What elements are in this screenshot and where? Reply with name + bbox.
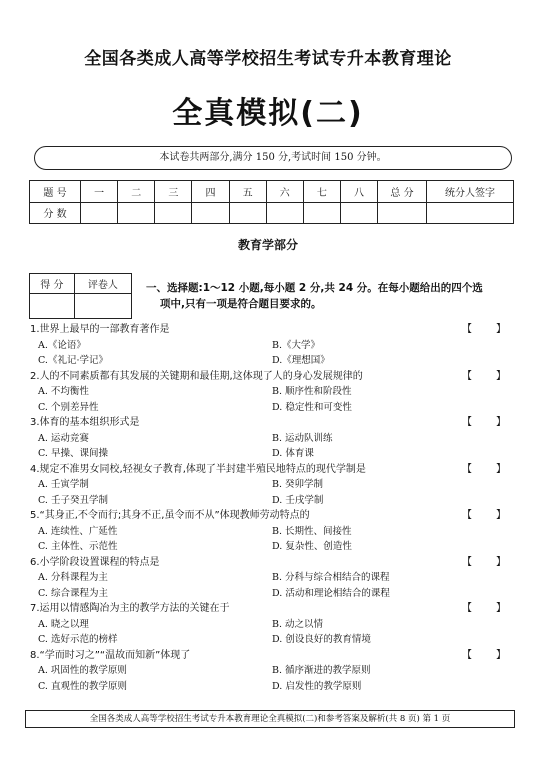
option-a[interactable]: A. 巩固性的教学原则: [38, 665, 127, 676]
answer-bracket-close: 】: [496, 510, 506, 521]
question-text: 5.“其身正,不令而行;其身不正,虽令而不从”体现教师劳动特点的: [30, 510, 310, 521]
exam-series-title: 全国各类成人高等学校招生考试专升本教育理论: [84, 49, 452, 69]
option-b[interactable]: B. 动之以情: [272, 618, 324, 630]
question-text: 3.体育的基本组织形式是: [30, 417, 140, 428]
score-table: [29, 180, 514, 224]
option-a[interactable]: A. 分科课程为主: [38, 572, 108, 583]
option-b[interactable]: B. 分科与综合相结合的课程: [272, 572, 390, 583]
exam-notice: 本试卷共两部分,满分 150 分,考试时间 150 分钟。: [34, 146, 512, 170]
score-table-cell: 题 号: [30, 181, 81, 203]
option-a[interactable]: A. 连续性、广延性: [38, 525, 118, 537]
question-item: [30, 648, 510, 695]
option-b[interactable]: B. 运动队训练: [272, 432, 333, 444]
option-d[interactable]: D. 创设良好的教育情境: [272, 634, 371, 645]
page-title: 全真模拟(二): [172, 96, 364, 131]
option-a[interactable]: A. 晓之以理: [38, 618, 89, 630]
score-table-cell: 统分人签字: [427, 181, 514, 203]
question-item: [30, 601, 510, 648]
answer-bracket-close: 】: [496, 603, 506, 614]
question-text: 7.运用以情感陶冶为主的教学方法的关键在于: [30, 603, 230, 614]
option-b[interactable]: B. 长期性、间接性: [272, 525, 352, 537]
score-table-cell: 二: [118, 181, 155, 203]
answer-bracket-open[interactable]: 【: [462, 463, 472, 475]
answer-bracket-close: 】: [496, 649, 506, 661]
score-input-cell[interactable]: [266, 202, 303, 224]
section-instructions: [146, 280, 516, 312]
option-b[interactable]: B. 癸卯学制: [272, 479, 324, 490]
option-c[interactable]: C. 主体性、示范性: [38, 541, 118, 552]
grader-table-cell: 得 分: [30, 274, 75, 294]
answer-bracket-open[interactable]: 【: [462, 510, 472, 521]
answer-bracket-open[interactable]: 【: [462, 370, 472, 382]
option-c[interactable]: C. 壬子癸丑学制: [38, 494, 108, 506]
option-d[interactable]: D. 壬戌学制: [272, 494, 324, 506]
grader-input-cell[interactable]: [74, 294, 131, 319]
option-d[interactable]: D. 启发性的教学原则: [272, 680, 362, 692]
option-c[interactable]: C. 个别差异性: [38, 401, 99, 413]
option-d[interactable]: D. 稳定性和可变性: [272, 401, 352, 413]
score-input-cell[interactable]: [192, 202, 229, 224]
instructions-line: 项中,只有一项是符合题目要求的。: [160, 298, 322, 310]
grader-table-input-row: [30, 294, 132, 319]
score-table-cell: 一: [81, 181, 118, 203]
option-d[interactable]: D. 复杂性、创造性: [272, 541, 352, 552]
option-c[interactable]: C. 综合课程为主: [38, 587, 108, 599]
option-c[interactable]: C. 早操、课间操: [38, 448, 108, 459]
option-a[interactable]: A.《论语》: [38, 339, 86, 351]
question-text: 8.“学而时习之”“温故而知新”体现了: [30, 649, 191, 661]
question-list: [30, 322, 510, 694]
score-table-cell: 总 分: [378, 181, 427, 203]
score-table-cell: 六: [266, 181, 303, 203]
score-input-cell[interactable]: [229, 202, 266, 224]
option-a[interactable]: A. 运动竞赛: [38, 432, 89, 444]
answer-bracket-close: 】: [496, 417, 506, 428]
question-item: [30, 415, 510, 462]
question-item: [30, 508, 510, 555]
question-item: [30, 555, 510, 602]
answer-bracket-open[interactable]: 【: [462, 603, 472, 614]
question-item: [30, 322, 510, 369]
score-input-cell[interactable]: [118, 202, 155, 224]
answer-bracket-open[interactable]: 【: [462, 556, 472, 568]
score-input-cell[interactable]: [340, 202, 377, 224]
answer-bracket-open[interactable]: 【: [462, 417, 472, 428]
score-input-cell[interactable]: [427, 202, 514, 224]
question-text: 4.规定不准男女同校,轻视女子教育,体现了半封建半殖民地特点的现代学制是: [30, 463, 366, 475]
answer-bracket-close: 】: [496, 463, 506, 475]
score-table-cell: 四: [192, 181, 229, 203]
score-table-cell: 五: [229, 181, 266, 203]
grader-table: [29, 273, 132, 319]
score-input-cell[interactable]: [303, 202, 340, 224]
option-b[interactable]: B. 循序渐进的教学原则: [272, 665, 371, 676]
option-c[interactable]: C. 选好示范的榜样: [38, 634, 118, 645]
question-text: 2.人的不同素质都有其发展的关键期和最佳期,这体现了人的身心发展规律的: [30, 370, 363, 382]
score-input-cell[interactable]: [81, 202, 118, 224]
option-a[interactable]: A. 壬寅学制: [38, 479, 89, 490]
score-table-cell: 三: [155, 181, 192, 203]
question-text: 6.小学阶段设置课程的特点是: [30, 556, 160, 568]
question-text: 1.世界上最早的一部教育著作是: [30, 324, 170, 335]
score-table-score-row: [30, 202, 514, 224]
option-c[interactable]: C. 直观性的教学原则: [38, 680, 127, 692]
score-input-cell[interactable]: [155, 202, 192, 224]
option-b[interactable]: B. 顺序性和阶段性: [272, 386, 352, 397]
answer-bracket-open[interactable]: 【: [462, 324, 472, 335]
page-footer: 全国各类成人高等学校招生考试专升本教育理论全真模拟(二)和参考答案及解析(共 8 页) 第 1 页: [25, 710, 515, 728]
answer-bracket-close: 】: [496, 324, 506, 335]
answer-bracket-close: 】: [496, 370, 506, 382]
option-d[interactable]: D. 体育课: [272, 448, 314, 459]
instructions-line: 一、选择题:1～12 小题,每小题 2 分,共 24 分。在每小题给出的四个选: [146, 282, 483, 294]
score-table-cell: 分 数: [30, 202, 81, 224]
score-input-cell[interactable]: [378, 202, 427, 224]
score-table-header-row: [30, 181, 514, 203]
option-d[interactable]: D.《理想国》: [272, 355, 330, 366]
score-table-cell: 七: [303, 181, 340, 203]
option-d[interactable]: D. 活动和理论相结合的课程: [272, 587, 390, 599]
option-b[interactable]: B.《大学》: [272, 339, 321, 351]
answer-bracket-open[interactable]: 【: [462, 649, 472, 661]
option-a[interactable]: A. 不均衡性: [38, 386, 89, 397]
grader-table-header-row: [30, 274, 132, 294]
grader-table-cell: 评卷人: [74, 274, 131, 294]
question-item: [30, 462, 510, 509]
option-c[interactable]: C.《礼记·学记》: [38, 355, 108, 366]
section-title: 教育学部分: [237, 238, 298, 252]
grader-input-cell[interactable]: [30, 294, 75, 319]
question-item: [30, 369, 510, 416]
score-table-cell: 八: [340, 181, 377, 203]
answer-bracket-close: 】: [496, 556, 506, 568]
